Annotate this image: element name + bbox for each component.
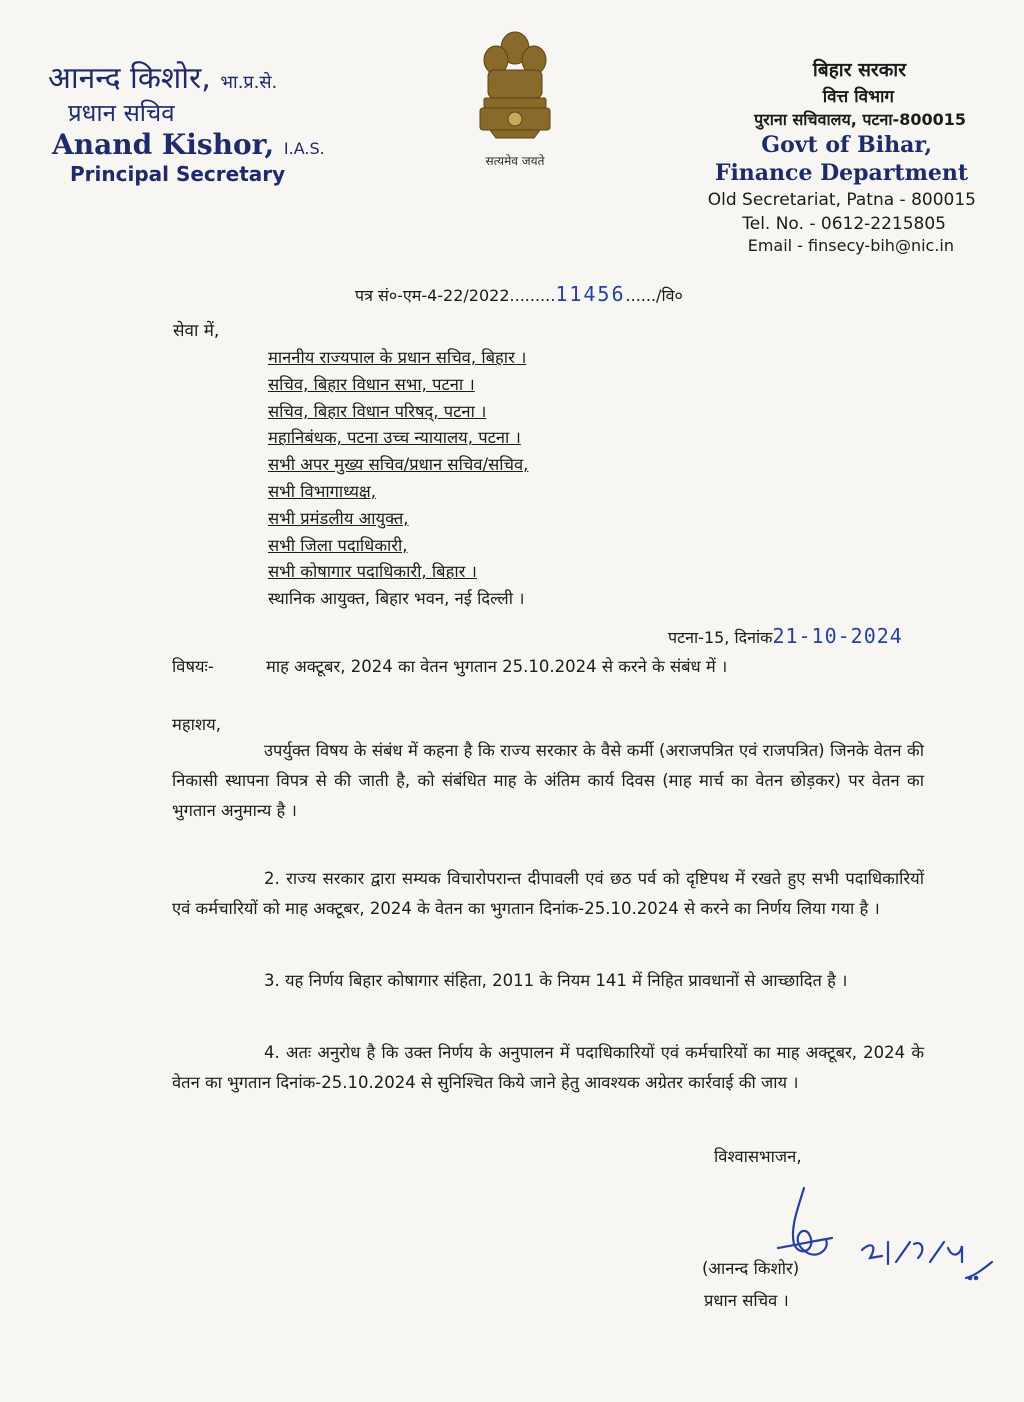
govt-hindi: बिहार सरकार: [812, 59, 906, 81]
paragraph-4: [172, 1038, 924, 1098]
paragraph-4-text: 4. अतः अनुरोध है कि उक्त निर्णय के अनुपालन में पदाधिकारियों एवं कर्मचारियों का माह अक्टूबर, 2024 के वेतन का भुगतान दिनांक-25.10.2024 से सुनिश्चित किये जाने हेतु आवश्यक अग्रेतर कार्रवाई की जाय ।: [172, 1043, 924, 1092]
department-hindi: वित्त विभाग: [822, 87, 894, 107]
ashoka-emblem-icon: [470, 26, 560, 161]
recipient-item: सचिव, बिहार विधान परिषद्, पटना ।: [268, 401, 487, 421]
letter-number-prefix: पत्र सं०-एम-4-22/2022.........: [355, 286, 556, 305]
recipient-item: सभी प्रमंडलीय आयुक्त,: [268, 508, 409, 528]
signatory-title: प्रधान सचिव ।: [704, 1291, 789, 1310]
recipient-item: सभी विभागाध्यक्ष,: [268, 481, 377, 501]
paragraph-3-text: 3. यह निर्णय बिहार कोषागार संहिता, 2011 के नियम 141 में निहित प्रावधानों से आच्छादित है ।: [264, 971, 848, 990]
recipient-item: स्थानिक आयुक्त, बिहार भवन, नई दिल्ली ।: [268, 589, 525, 609]
department-english: Finance Department: [714, 160, 968, 186]
telephone: Tel. No. - 0612-2215805: [742, 214, 946, 234]
address-english: Old Secretariat, Patna - 800015: [707, 190, 976, 210]
paragraph-1: [172, 736, 924, 826]
recipient-item: सभी अपर मुख्य सचिव/प्रधान सचिव/सचिव,: [268, 455, 529, 475]
addressee-intro: सेवा में,: [173, 321, 220, 341]
paragraph-1-text: उपर्युक्त विषय के संबंध में कहना है कि राज्य सरकार के वैसे कर्मी (अराजपत्रित एवं राजपत्रित) जिनके वेतन की निकासी स्थापना विपत्र से की जाती है, को संबंधित माह के अंतिम कार्य दिवस (माह मार्च का वेतन छोड़कर) पर वेतन का भुगतान अनुमान्य है ।: [172, 741, 924, 820]
subject-text: माह अक्टूबर, 2024 का वेतन भुगतान 25.10.2024 से करने के संबंध में ।: [266, 657, 728, 676]
emblem-motto: सत्यमेव जयते: [485, 154, 545, 168]
recipient-item: सभी कोषागार पदाधिकारी, बिहार ।: [268, 562, 477, 582]
signatory-name: (आनन्द किशोर): [702, 1259, 800, 1278]
recipient-item: सचिव, बिहार विधान सभा, पटना ।: [268, 374, 475, 394]
officer-hindi-service: भा.प्र.से.: [220, 72, 278, 93]
letter-date: [668, 624, 903, 648]
officer-english-name-text: Anand Kishor,: [52, 128, 275, 161]
closing: विश्वासभाजन,: [714, 1147, 802, 1166]
email: Email - finsecy-bih@nic.in: [747, 236, 954, 255]
officer-english-title: Principal Secretary: [70, 162, 286, 186]
letter-date-prefix: पटना-15, दिनांक: [668, 628, 773, 647]
salutation: महाशय,: [172, 715, 221, 734]
recipient-item: महानिबंधक, पटना उच्च न्यायालय, पटना ।: [268, 428, 521, 448]
officer-hindi-name: [48, 56, 277, 97]
officer-english-service: I.A.S.: [283, 139, 325, 158]
officer-hindi-name-text: आनन्द किशोर,: [48, 61, 211, 96]
officer-english-name: [52, 128, 325, 161]
paragraph-2: [172, 864, 924, 924]
recipient-item: सभी जिला पदाधिकारी,: [268, 535, 408, 555]
recipient-list: [268, 345, 528, 613]
letter-number-suffix: ....../वि०: [625, 286, 683, 305]
recipient-item: माननीय राज्यपाल के प्रधान सचिव, बिहार ।: [268, 348, 527, 367]
letter-number: [355, 282, 683, 306]
paragraph-3: [172, 966, 924, 996]
paragraph-2-text: 2. राज्य सरकार द्वारा सम्यक विचारोपरान्त दीपावली एवं छठ पर्व को दृष्टिपथ में रखते हुए सभी पदाधिकारियों एवं कर्मचारियों को माह अक्टूबर, 2024 के वेतन का भुगतान दिनांक-25.10.2024 से करने का निर्णय लिया गया है ।: [172, 869, 924, 918]
letter-date-handwritten: 21-10-2024: [772, 624, 903, 648]
officer-hindi-title: प्रधान सचिव: [68, 99, 175, 127]
handwritten-signature-icon: [770, 1178, 1000, 1308]
subject-label: विषयः-: [172, 657, 214, 676]
address-hindi: पुराना सचिवालय, पटना-800015: [754, 110, 966, 129]
govt-english: Govt of Bihar,: [761, 132, 932, 158]
letter-number-handwritten: 11456: [555, 282, 626, 306]
